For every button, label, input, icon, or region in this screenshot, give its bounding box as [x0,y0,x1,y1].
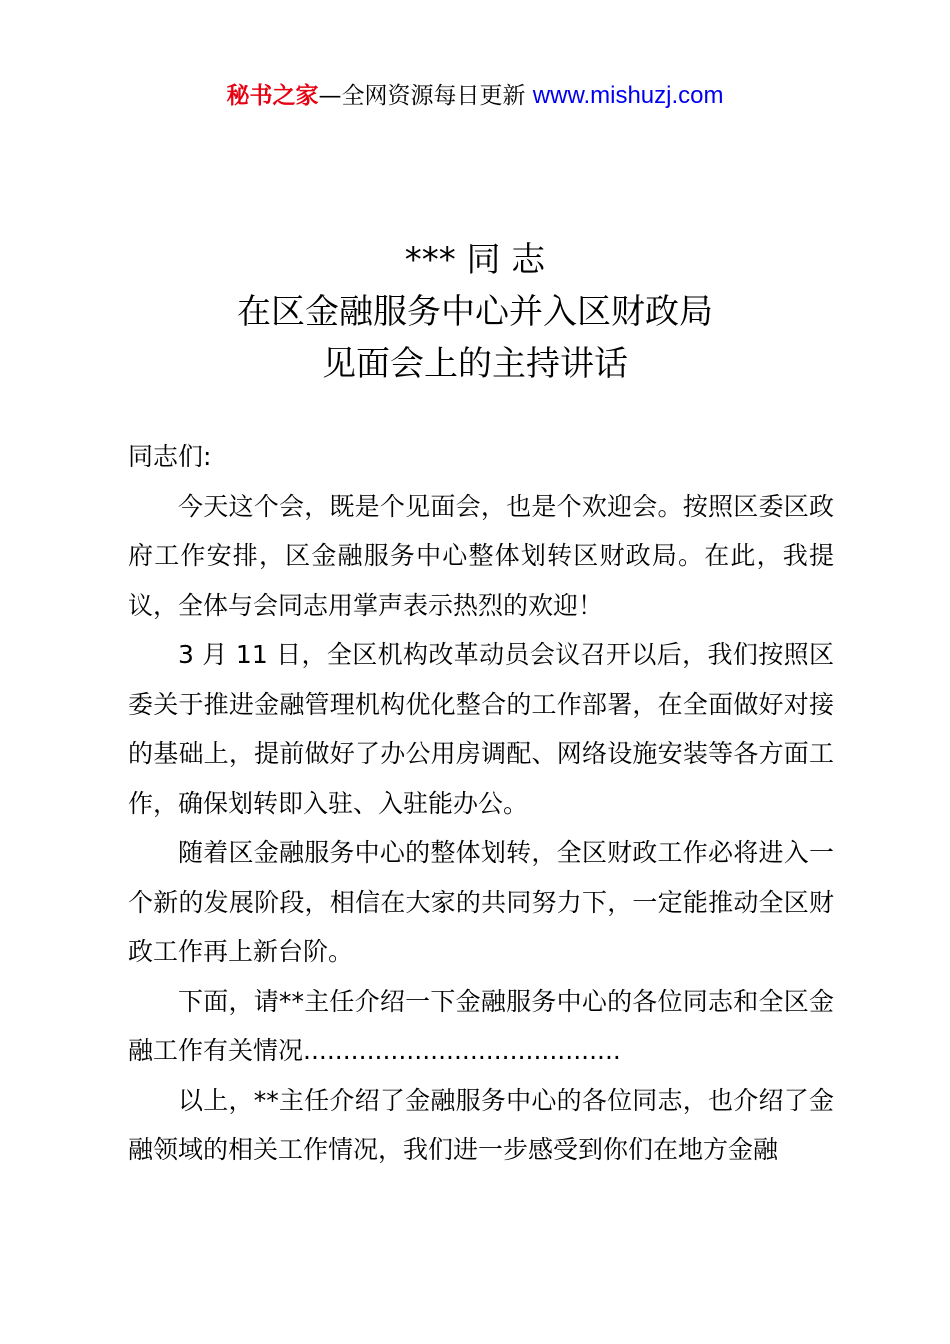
document-title [0,234,950,390]
site-banner [0,80,950,112]
site-url-link[interactable]: www.mishuzj.com [532,82,724,109]
title-line-occasion: 在区金融服务中心并入区财政局 [237,292,713,332]
title-line-type: 见面会上的主持讲话 [322,344,628,384]
paragraph-outlook: 随着区金融服务中心的整体划转，全区财政工作必将进入一个新的发展阶段，相信在大家的共同努力下，一定能推动全区财政工作再上新台阶。 [128,838,834,966]
site-tagline: —全网资源每日更新 [318,83,533,109]
paragraph-preparation: 3 月 11 日，全区机构改革动员会议召开以后，我们按照区委关于推进金融管理机构优化整合的工作部署，在全面做好对接的基础上，提前做好了办公用房调配、网络设施安装等各方面工作，确保划转即入驻、入驻能办公。 [128,640,834,818]
speech-body [128,432,834,1175]
paragraph-introduction: 下面，请**主任介绍一下金融服务中心的各位同志和全区金融工作有关情况........................................ [128,986,834,1065]
paragraph-summary: 以上，**主任介绍了金融服务中心的各位同志，也介绍了金融领域的相关工作情况，我们进一步感受到你们在地方金融 [128,1085,834,1164]
title-line-speaker: *** 同 志 [404,240,546,280]
paragraph-welcome: 今天这个会，既是个见面会，也是个欢迎会。按照区委区政府工作安排，区金融服务中心整体划转区财政局。在此，我提议，全体与会同志用掌声表示热烈的欢迎！ [128,491,834,620]
salutation: 同志们: [128,442,212,471]
site-brand: 秘书之家 [226,83,319,109]
